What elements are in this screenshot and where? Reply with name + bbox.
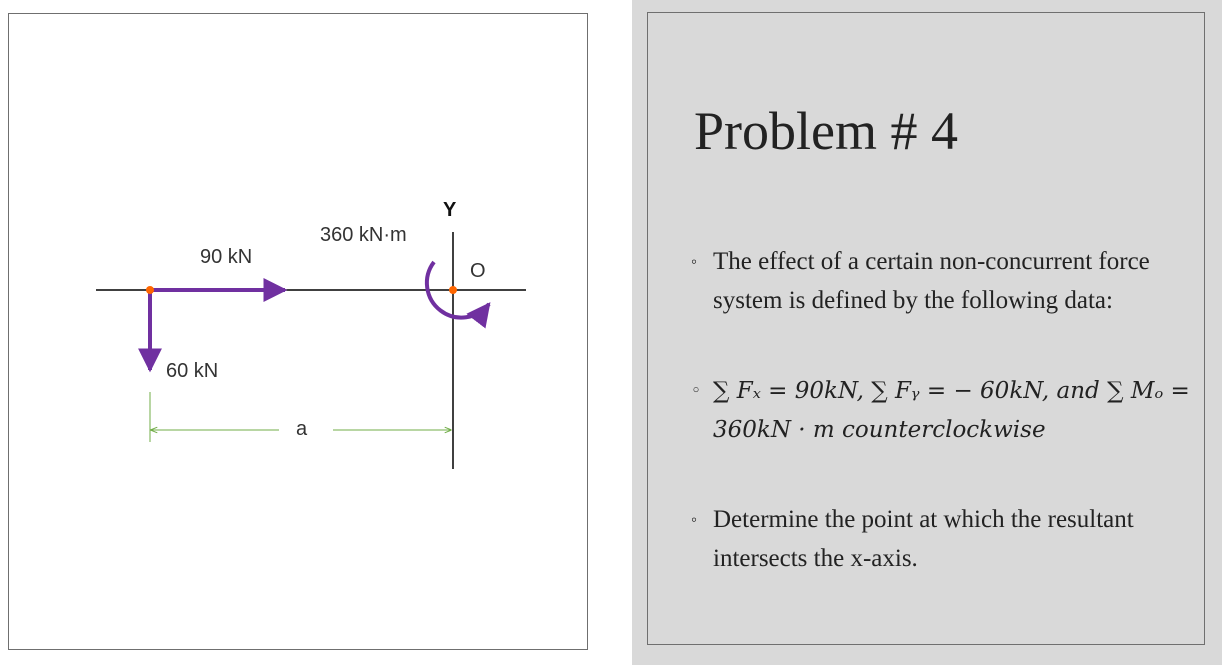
bullet-item (691, 242, 1183, 320)
bullet-marker: ◦ (691, 510, 698, 529)
equation-text: ∑ Fₓ = 90kN, ∑ Fᵧ = − 60kN, and ∑ Mₒ = 360kN · m counterclockwise (713, 378, 1190, 443)
bullet-item-equations (691, 372, 1193, 450)
distance-label: a (296, 418, 308, 440)
bullet-text: Determine the point at which the resultant intersects the x-axis. (713, 506, 1134, 572)
moment-label: 360 kN·m (320, 224, 407, 246)
bullet-marker: ◦ (691, 252, 698, 271)
problem-title: Problem # 4 (694, 101, 958, 161)
vertical-force-label: 60 kN (166, 360, 219, 382)
y-axis-label: Y (443, 199, 457, 221)
origin-label: O (470, 260, 486, 282)
bullet-text: The effect of a certain non-concurrent force system is defined by the following data: (713, 248, 1150, 314)
diagram-panel (8, 13, 588, 650)
bullet-marker: ◦ (691, 381, 702, 401)
force-diagram (9, 14, 589, 651)
force-application-point (146, 286, 154, 294)
bullet-item (691, 500, 1183, 578)
horizontal-force-label: 90 kN (200, 246, 253, 268)
origin-point (449, 286, 457, 294)
